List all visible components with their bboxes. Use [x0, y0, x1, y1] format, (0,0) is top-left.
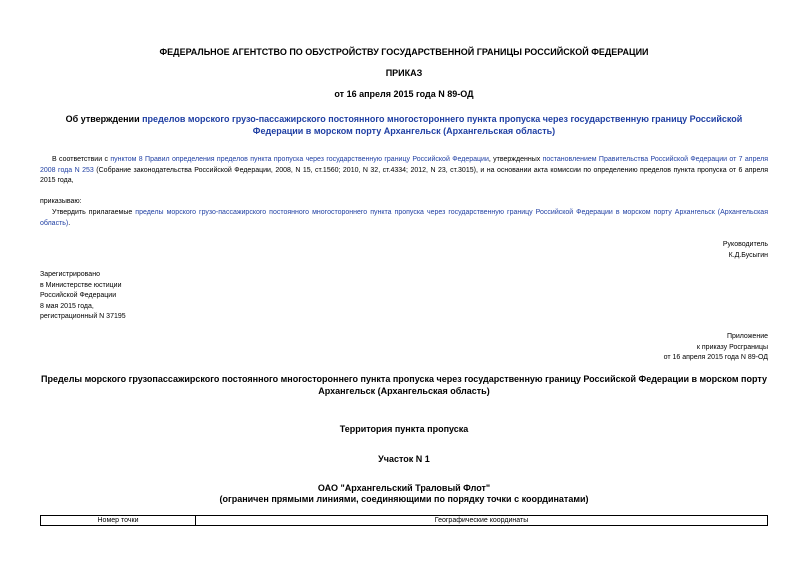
table-header-row	[41, 516, 768, 526]
rules-link[interactable]: пунктом 8 Правил определения пределов пункта пропуска через государственную границу Российской Федерации	[110, 156, 489, 163]
approve-text-1: Утвердить прилагаемые	[52, 209, 136, 216]
government-decree-link[interactable]: постановлением Правительства Российской Федерации от 7 апреля 2008 года N 253	[40, 156, 769, 174]
appendix-line-3: от 16 апреля 2015 года N 89-ОД	[663, 354, 768, 361]
organization-note: (ограничен прямыми линиями, соединяющими по порядку точки с координатами)	[219, 494, 589, 504]
order-word: приказываю:	[40, 198, 82, 205]
appendix-line-1: Приложение	[726, 333, 768, 340]
column-header-coordinates: Географические координаты	[196, 516, 768, 526]
registration-line-3: Российской Федерации	[40, 292, 117, 299]
limits-link[interactable]: пределы морского грузо-пассажирского постоянного многостороннего пункта пропуска через государственную границу Российской Федерации в морском порту Архангельск (Архангельская область)	[40, 209, 768, 227]
registration-line-2: в Министерстве юстиции	[40, 281, 122, 289]
column-header-point-number: Номер точки	[41, 516, 196, 526]
title-link[interactable]: пределов морского грузо-пассажирского постоянного многостороннего пункта пропуска через государственную границу Российской Федерации в морском порту Архангельск (Архангельская область)	[142, 114, 743, 136]
title-prefix: Об утверждении	[65, 114, 143, 124]
preamble-text-1: В соответствии с	[52, 156, 111, 163]
signature-role: Руководитель	[722, 241, 768, 248]
registration-block	[40, 270, 126, 323]
approve-paragraph	[40, 208, 768, 229]
registration-line-1: Зарегистрировано	[40, 271, 100, 278]
document-date-number: от 16 апреля 2015 года N 89-ОД	[334, 89, 474, 99]
appendix-block	[468, 332, 768, 364]
registration-line-4: 8 мая 2015 года,	[40, 302, 94, 310]
limits-title: Пределы морского грузопассажирского постоянного многостороннего пункта пропуска через государственную границу Российской Федерации в морском порту Архангельск (Архангельская область)	[41, 374, 767, 396]
agency-name: ФЕДЕРАЛЬНОЕ АГЕНТСТВО ПО ОБУСТРОЙСТВУ ГОСУДАРСТВЕННОЙ ГРАНИЦЫ РОССИЙСКОЙ ФЕДЕРАЦИИ	[159, 47, 649, 57]
appendix-line-2: к приказу Росграницы	[696, 343, 768, 351]
coordinates-table	[40, 515, 768, 526]
signature-name: К.Д.Бусыгин	[728, 251, 768, 259]
section-heading: Участок N 1	[378, 454, 430, 464]
approve-text-2: .	[68, 219, 71, 227]
signature-block	[468, 240, 768, 261]
preamble-text-3: (Собрание законодательства Российской Федерации, 2008, N 15, ст.1560; 2010, N 32, ст.4334; 2012, N 23, ст.3015), и на основании акта комиссии по определению пределов пункта пропуска от 6 апреля 2015 года,	[40, 166, 768, 184]
preamble-paragraph	[40, 155, 768, 187]
document-type: ПРИКАЗ	[385, 68, 423, 78]
document-title	[40, 113, 768, 137]
organization-heading	[40, 483, 768, 505]
preamble-text-2: , утвержденных	[488, 156, 543, 163]
organization-name: ОАО "Архангельский Траловый Флот"	[317, 483, 491, 493]
registration-line-5: регистрационный N 37195	[40, 313, 126, 320]
territory-heading: Территория пункта пропуска	[339, 424, 469, 434]
